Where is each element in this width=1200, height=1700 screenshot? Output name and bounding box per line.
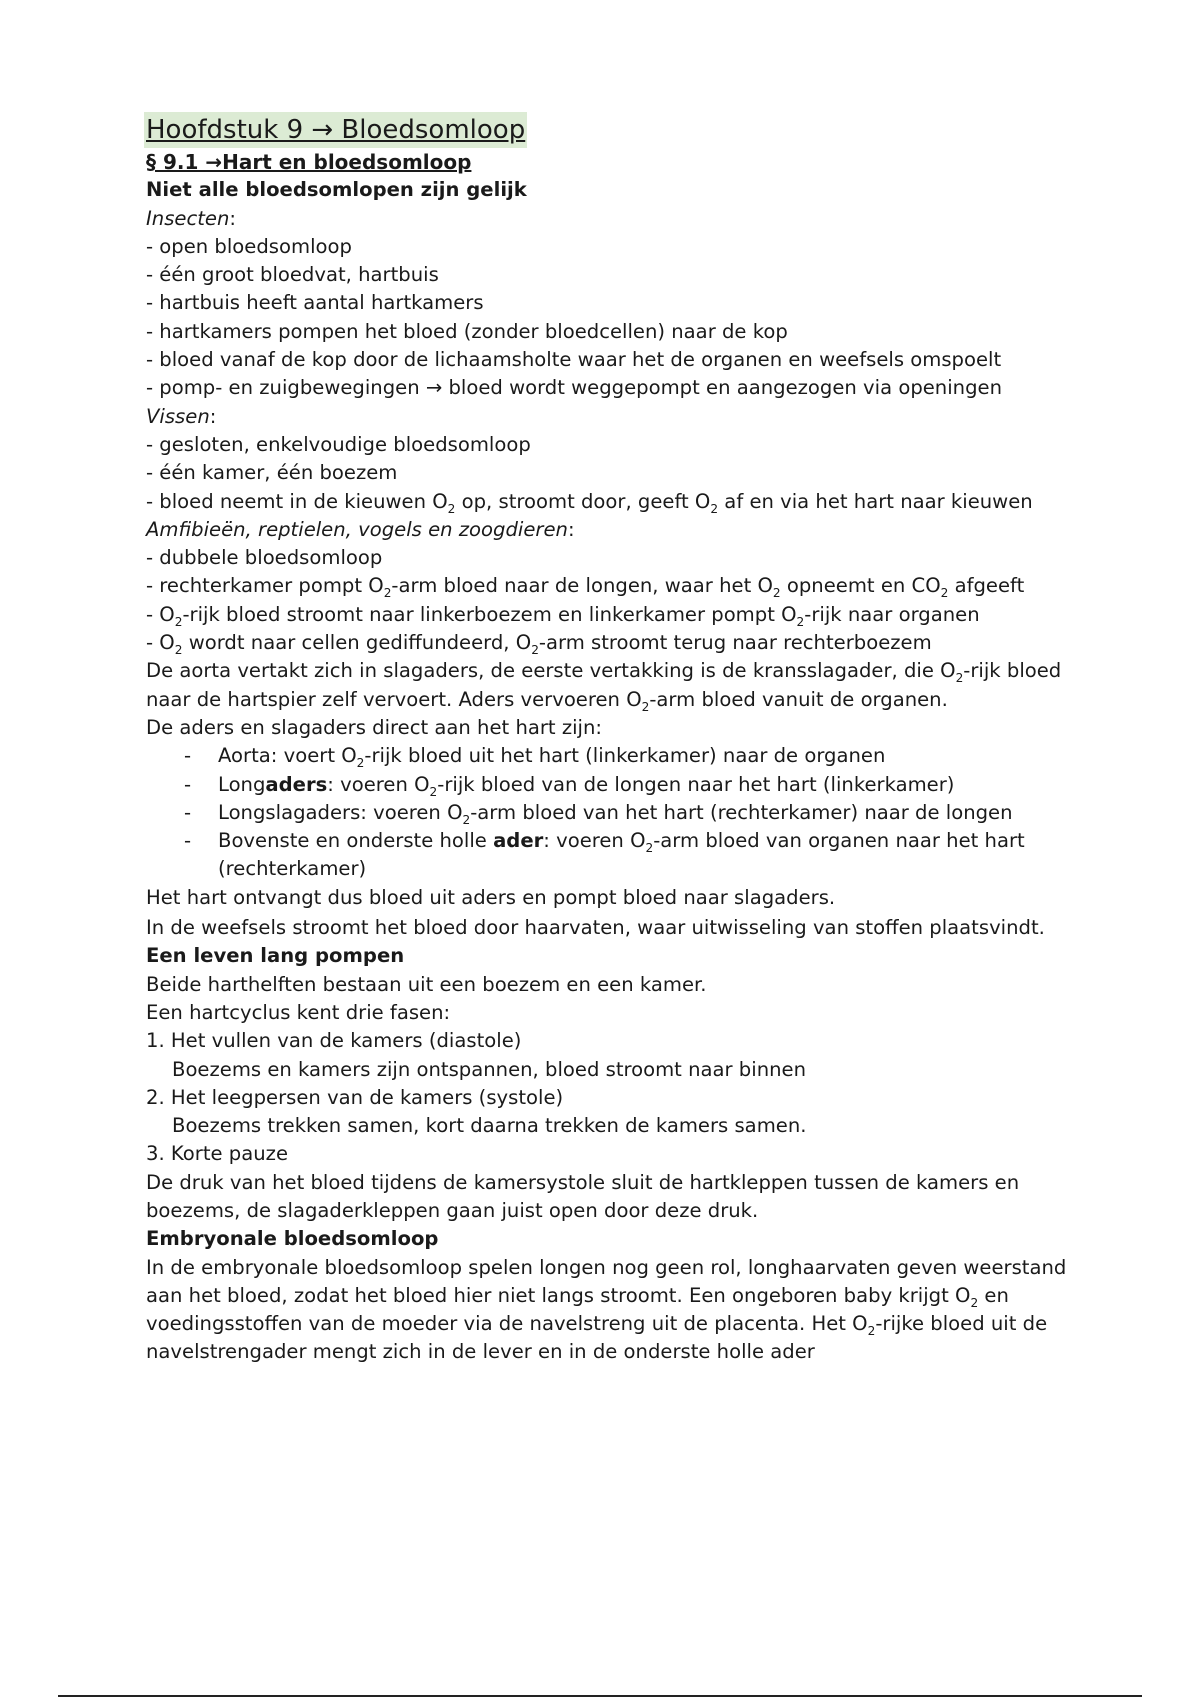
section-heading: § 9.1 →Hart en bloedsomloop [146,150,472,174]
fase-1-detail: Boezems en kamers zijn ontspannen, bloed stroomt naar binnen [172,1057,807,1081]
insecten-item-3: - hartbuis heeft aantal hartkamers [146,291,484,315]
fase-2-detail: Boezems trekken samen, kort daarna trekken de kamers samen. [172,1114,807,1138]
amfi-item-2: - rechterkamer pompt $O_2$-arm bloed naar de longen, waar het $O_2$ opneemt en $CO_2$ afgeeft [146,574,1025,601]
amfi-item-1: - dubbele bloedsomloop [146,546,383,570]
fase-1: 1. Het vullen van de kamers (diastole) [146,1029,522,1053]
paragraph-aorta: De aorta vertakt zich in slagaders, de eerste vertakking is de kransslagader, die $O_2$-rijk bloed naar de hartspier zelf vervoert. Aders vervoeren $O_2$-arm bloed vanuit de organen. [146,659,1062,714]
label-vissen: Vissen: [146,404,217,428]
document-title: Hoofdstuk 9 → Bloedsomloop [144,112,527,148]
paragraph-weefsels: In de weefsels stroomt het bloed door haarvaten, waar uitwisseling van stoffen plaatsvindt. [146,916,1045,940]
vissen-item-2: - één kamer, één boezem [146,461,398,485]
fase-3: 3. Korte pauze [146,1142,289,1166]
pompen-line-2: Een hartcyclus kent drie fasen: [146,1000,451,1024]
paragraph-aders-intro: De aders en slagaders direct aan het hart zijn: [146,715,603,739]
vessel-item-aorta: - Aorta: voert $O_2$-rijk bloed uit het hart (linkerkamer) naar de organen [184,744,886,771]
amfi-item-4: - $O_2$ wordt naar cellen gediffundeerd, $O_2$-arm stroomt terug naar rechterboezem [146,631,932,657]
insecten-item-2: - één groot bloedvat, hartbuis [146,263,439,287]
amfi-item-3: - $O_2$-rijk bloed stroomt naar linkerboezem en linkerkamer pompt $O_2$-rijk naar organen [146,602,980,629]
vessel-item-longaders: - Longaders: voeren $O_2$-rijk bloed van de longen naar het hart (linkerkamer) [184,772,955,799]
subheading-pompen: Een leven lang pompen [146,944,405,968]
label-insecten: Insecten: [146,206,236,230]
vissen-item-1: - gesloten, enkelvoudige bloedsomloop [146,432,531,456]
subheading-embryonaal: Embryonale bloedsomloop [146,1227,439,1251]
insecten-item-1: - open bloedsomloop [146,234,352,258]
footer-rule [58,1695,1142,1697]
insecten-item-5: - bloed vanaf de kop door de lichaamsholte waar het de organen en weefsels omspoelt [146,348,1002,372]
fase-2: 2. Het leegpersen van de kamers (systole) [146,1085,564,1109]
paragraph-hart: Het hart ontvangt dus bloed uit aders en pompt bloed naar slagaders. [146,885,836,909]
paragraph-embryonaal: In de embryonale bloedsomloop spelen longen nog geen rol, longhaarvaten geven weerstand aan het bloed, zodat het bloed hier niet langs stroomt. Een ongeboren baby krijgt $O_2$ en voedingsstoffen van de moeder via de navelstreng uit de placenta. Het $O_2$-rijke bloed uit de navelstrengader mengt zich in de lever en in de onderste holle ader [146,1255,1067,1364]
subheading-bloedsomlopen: Niet alle bloedsomlopen zijn gelijk [146,178,527,202]
vissen-item-3: - bloed neemt in de kieuwen $O_2$ op, stroomt door, geeft $O_2$ af en via het hart naar kieuwen [146,489,1033,516]
insecten-item-6: - pomp- en zuigbewegingen → bloed wordt weggepompt en aangezogen via openingen [146,376,1003,400]
paragraph-druk: De druk van het bloed tijdens de kamersystole sluit de hartkleppen tussen de kamers en boezems, de slagaderkleppen gaan juist open door deze druk. [146,1170,1020,1222]
label-amfibieen: Amfibieën, reptielen, vogels en zoogdieren: [146,517,575,541]
vessel-item-holle-ader: - Bovenste en onderste holle ader: voeren $O_2$-arm bloed van organen naar het hart (rechterkamer) [184,829,1025,881]
insecten-item-4: - hartkamers pompen het bloed (zonder bloedcellen) naar de kop [146,319,788,343]
document-page [146,112,1086,1367]
vessel-item-longslagaders: - Longslagaders: voeren $O_2$-arm bloed van het hart (rechterkamer) naar de longen [184,800,1013,827]
vessel-list [146,742,1086,883]
pompen-line-1: Beide harthelften bestaan uit een boezem en een kamer. [146,972,707,996]
